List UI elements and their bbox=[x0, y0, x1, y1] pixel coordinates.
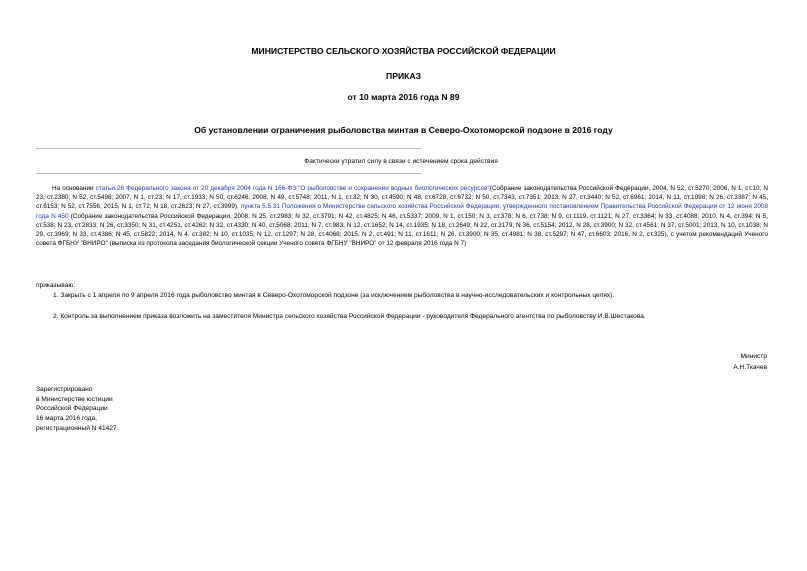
divider-bottom bbox=[36, 173, 421, 174]
order-word: приказываю: bbox=[36, 282, 76, 289]
document-title: Об установлении ограничения рыболовства минтая в Северо-Охотоморской подзоне в 2016 году bbox=[194, 125, 613, 135]
order-item-1: 1. Закрыть с 1 апреля по 9 апреля 2016 года рыболовство минтая в Северо-Охотоморской подзоне (за исключением рыболовства в научно-исследовательских и контрольных целях). bbox=[53, 292, 615, 299]
registration-line-4: 16 марта 2016 года, bbox=[36, 415, 97, 422]
ministry-heading: МИНИСТЕРСТВО СЕЛЬСКОГО ХОЗЯЙСТВА РОССИЙСКОЙ ФЕДЕРАЦИИ bbox=[251, 46, 556, 56]
divider-top bbox=[36, 148, 421, 149]
registration-line-2: в Министерстве юстиции bbox=[36, 396, 113, 403]
status-note: Фактически утратил силу в связи с истечением срока действия bbox=[304, 158, 498, 165]
law-link[interactable]: статьи 26 Федерального закона от 20 декабря 2004 года N 166-ФЗ "О рыболовстве и сохранении водных биологических ресурсов" bbox=[95, 185, 490, 192]
preamble-citations-2: (Собрание законодательства Российской Федерации, 2008, N 25, ст.2983; N 32, ст.3791; N 42, ст.4825; N 46, ст.5337; 2009, N 1, ст.150; N 3, ст.378; N 6, ст.738; N 9, ст.1119, ст.1121; N 27, ст.3364; N 33, ст.4088; 2010, N 4, ст.394; N 5, ст.538; N 23, ст.2833; N 26, ст.3350; N 31, ст.4251, ст.4262; N 32, ст.4330; N 40, ст.5068; 2011, N 7, ст.983; N 12, ст.1652; N 14, ст.1935; N 18, ст.2649; N 22, ст.3179; N 36, ст.5154; 2012, N 28, ст.3900; N 32, ст.4561; N 37, ст.5001; 2013, N 10, ст.1038; N 29, ст.3969; N 33, ст.4386; N 45, ст.5822; 2014, N 4, ст.382; N 10, ст.1035; N 12, ст.1297; N 28, ст.4068; 2015, N 2, ст.491; N 11, ст.1611; N 26, ст.3900; N 35, ст.4981; N 38, ст.5297; N 47, ст.6603; 2016, N 2, ст.325), с учетом рекомендаций Ученого совета ФГБНУ "ВНИРО" (выписка из протокола заседания биологической секции Ученого совета ФГБНУ "ВНИРО" от 12 февраля 2016 года N 7) bbox=[36, 212, 768, 248]
registration-line-1: Зарегистрировано bbox=[36, 386, 93, 393]
document-type: ПРИКАЗ bbox=[386, 71, 421, 81]
preamble-citations-1: (Собрание законодательства Российской Федерации, 2004, N 52, ст.5270; 2006, N 1, ст.10; N 23, ст.2380; N 52, ст.5498; 2007, N 1, ст.23; N 17, ст.1933; N 50, ст.6246; 2008, N 49, ст.5748; 2011, N 1, ст.32; N 30, ст.4590; N 48, ст.6728, ст.6732; N 50, ст.7343, ст.7351; 2013, N 27, ст.3440; N 52, ст.6961; 2014, N 11, ст.1098; N 26, ст.3387; N 45, ст.6153; N 52, ст.7556; 2015, N 1, ст.72; N 18, ст.2623; N 27, ст.3999), bbox=[36, 185, 768, 211]
signature-position: Министр bbox=[740, 353, 767, 360]
signature-name: А.Н.Ткачев bbox=[733, 364, 767, 371]
preamble-paragraph bbox=[36, 184, 768, 248]
document-date-number: от 10 марта 2016 года N 89 bbox=[347, 92, 460, 102]
regulation-link[interactable]: пункта 5.5.31 Положения о Министерстве сельского хозяйства Российской Федерации, утвержденного постановлением Правительства Российской Федерации от 12 июня 2008 года N 450 bbox=[36, 203, 769, 220]
registration-line-3: Российской Федерации bbox=[36, 405, 108, 412]
registration-line-5: регистрационный N 41427 bbox=[36, 425, 117, 432]
preamble-intro: На основании bbox=[52, 185, 96, 192]
order-item-2: 2. Контроль за выполнением приказа возложить на заместителя Министра сельского хозяйства Российской Федерации - руководителя Федерального агентства по рыболовству И.В.Шестакова. bbox=[53, 313, 646, 320]
